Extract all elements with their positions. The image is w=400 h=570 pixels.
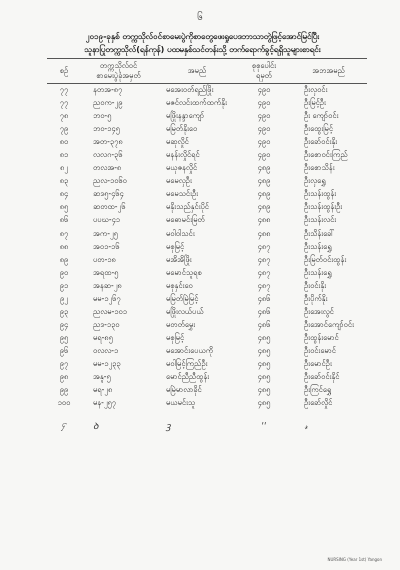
cell-roll-number: ဘဝ-၁၄၅ bbox=[93, 124, 120, 134]
cell-father-name: ဦးထွန်းမောင် bbox=[304, 332, 339, 342]
cell-roll-number: အဝ၁-၁၆ bbox=[93, 241, 120, 251]
cell-name: မမေသင်းဦး bbox=[166, 189, 199, 199]
cell-father-name: ဦးမြင့်ဦး bbox=[304, 98, 326, 108]
cell-serial: ၈၂ bbox=[60, 163, 68, 173]
cell-roll-number: အတ-၃၇၈ bbox=[93, 137, 123, 147]
table-row bbox=[47, 214, 367, 227]
cell-name: မဆုလှိုင် bbox=[166, 137, 189, 147]
cell-roll-number: ပပဃ-၄၁ bbox=[93, 215, 121, 225]
cell-father-name: ဦးမောင်ဦး bbox=[304, 359, 332, 368]
cell-roll-number: ညဝက-၂၉ bbox=[93, 98, 123, 108]
cell-name: မစုမြင့် bbox=[166, 332, 185, 342]
table-row bbox=[47, 123, 367, 136]
cell-serial: ၁၀၀ bbox=[57, 398, 71, 408]
cell-total-marks: ၄၈၅ bbox=[257, 359, 271, 368]
cell-roll-number: ညလမ-၁၀၁ bbox=[93, 306, 127, 316]
cell-father-name: ဦးလှဝင်း bbox=[304, 85, 328, 95]
table-row bbox=[47, 371, 367, 384]
table-row bbox=[47, 345, 367, 358]
cell-serial: ၇၇ bbox=[59, 85, 69, 95]
table-row bbox=[47, 306, 367, 319]
cell-serial: ၉၄ bbox=[59, 319, 69, 329]
cell-name: မဇင်လင်းထက်ထက်နိုး bbox=[166, 98, 227, 108]
table-row bbox=[47, 188, 367, 201]
cell-total-marks: ၄၈၇ bbox=[257, 254, 271, 264]
title-line-2: သူနာပြုတက္ကသိုလ်(ရန်ကုန်) ပထမနှစ်သင်တန်းသို့ တက်ရောက်ခွင့်ရရှိသူများစာရင်း bbox=[84, 45, 321, 54]
cell-roll-number: တလအ-၈ bbox=[93, 163, 122, 173]
cell-total-marks: ၄၈၅ bbox=[257, 372, 271, 382]
cell-name: မဖြိုးလယ်ပယ် bbox=[166, 306, 204, 316]
cell-father-name: ဦးသန်းထွန်း bbox=[304, 189, 337, 199]
table-row bbox=[47, 384, 367, 397]
cell-father-name: ဦးဝင်းမောင် bbox=[304, 345, 336, 355]
cell-total-marks: ၄၉၀ bbox=[257, 98, 271, 108]
cell-total-marks: ၄၈၅ bbox=[257, 345, 271, 355]
cell-roll-number: ဆဒ၅-၄၆၄ bbox=[93, 189, 124, 199]
cell-serial: ၉၇ bbox=[59, 359, 69, 368]
cell-serial: ၈၀ bbox=[59, 137, 69, 147]
cell-serial: ၈၉ bbox=[59, 254, 69, 264]
signature-mark: 𝓇 bbox=[304, 422, 308, 433]
table-row bbox=[47, 397, 367, 410]
signature-mark: ႁ bbox=[61, 420, 67, 431]
cell-father-name: ဦးစောသိန်း bbox=[304, 163, 335, 173]
cell-roll-number: အနူ-၅ bbox=[93, 372, 111, 382]
cell-father-name: ဦးသန်းထွန်းဦး bbox=[304, 202, 343, 212]
cell-roll-number: အနဆ-၂၈ bbox=[93, 280, 122, 290]
cell-total-marks: ၄၈၅ bbox=[257, 385, 271, 395]
cell-serial: ၇၉ bbox=[59, 124, 69, 134]
cell-name: မအိအိဖြိုး bbox=[166, 254, 192, 264]
cell-father-name: ဦးခော်ဝင်းနိုင် bbox=[304, 372, 340, 382]
cell-name: မနိုးသည်နှင်းပိုင် bbox=[166, 202, 209, 212]
table-row bbox=[47, 267, 367, 280]
table-row bbox=[47, 149, 367, 162]
table-row bbox=[47, 293, 367, 306]
document-title bbox=[30, 30, 375, 56]
cell-total-marks: ၄၈၇ bbox=[257, 267, 271, 277]
cell-serial: ၈၃ bbox=[59, 176, 69, 186]
cell-father-name: ဦးအေးလွင် bbox=[304, 306, 334, 316]
table-row bbox=[47, 332, 367, 345]
cell-total-marks: ၄၉၀ bbox=[257, 124, 271, 134]
cell-name: မစုမြင့် bbox=[166, 241, 185, 251]
cell-father-name: ဦးသန်းလင်း bbox=[304, 215, 337, 225]
table-row bbox=[47, 201, 367, 214]
signature-mark: ꝫ bbox=[166, 422, 171, 433]
cell-roll-number: မရ-၈၅ bbox=[93, 332, 113, 342]
table-row bbox=[47, 241, 367, 254]
cell-total-marks: ၄၈၆ bbox=[257, 306, 271, 316]
header-name: အမည် bbox=[156, 59, 238, 84]
cell-roll-number: ဘဝ-၅ bbox=[93, 111, 112, 121]
cell-total-marks: ၄၈၅ bbox=[257, 398, 271, 408]
cell-serial: ၉၁ bbox=[59, 280, 69, 290]
cell-name: မမြတ်မြဲမြင့် bbox=[166, 293, 199, 303]
cell-serial: ၉၅ bbox=[59, 332, 69, 342]
cell-total-marks: ၄၈၉ bbox=[257, 189, 271, 199]
header-serial: စဉ် bbox=[47, 59, 81, 84]
cell-roll-number: ညလ-၁၀၆၀ bbox=[93, 176, 127, 186]
cell-name: မဖြိုးနန္ဒာကျော် bbox=[166, 111, 205, 121]
cell-total-marks: ၄၈၆ bbox=[257, 319, 271, 329]
cell-roll-number: ဆတထ-၂၆ bbox=[93, 202, 126, 212]
cell-name: မအေးဝတ်ရည်ဖြိုး bbox=[166, 85, 214, 95]
cell-roll-number: မရ-၂၈ bbox=[93, 385, 113, 395]
cell-father-name: ဦးထွေးမြင့် bbox=[304, 124, 333, 134]
cell-serial: ၉၂ bbox=[60, 293, 68, 303]
cell-father-name: ဦးလှရွှေ bbox=[304, 176, 326, 186]
cell-name: မမောင်သူရစ bbox=[166, 267, 202, 277]
cell-roll-number: လလဂ-၃၆ bbox=[93, 150, 123, 160]
table-row bbox=[47, 319, 367, 332]
cell-name: မမြတ်နိုးဝေ bbox=[166, 124, 198, 134]
cell-serial: ၉၃ bbox=[59, 306, 69, 316]
signature-mark: ꞌꞌ bbox=[261, 422, 267, 433]
table-row bbox=[47, 136, 367, 149]
table-row bbox=[47, 280, 367, 293]
cell-total-marks: ၄၈၉ bbox=[257, 163, 271, 173]
cell-roll-number: ပတ-၁၈ bbox=[93, 254, 116, 264]
signature-mark: ꝺ bbox=[93, 422, 99, 433]
cell-total-marks: ၄၉၀ bbox=[257, 111, 271, 121]
cell-serial: ၈၈ bbox=[59, 241, 69, 251]
cell-name: မစုနှင်းဝေ bbox=[166, 280, 193, 290]
cell-name: မတတ်မွှေး bbox=[166, 319, 196, 329]
header-father-name: အဘအမည် bbox=[290, 59, 367, 84]
cell-roll-number: အရထ-၅ bbox=[93, 267, 119, 277]
title-line-1: ၂၀၁၉-ခုနှစ် တက္ကသိုလ်ဝင်စာမေးပွဲကိုစာတွေဖေးရှုပေဒဘာသာတွဲဖြင့်အောင်မြင်ပြီး bbox=[85, 32, 320, 41]
cell-father-name: ဦးကြင်ရွှေ bbox=[304, 385, 332, 395]
cell-total-marks: ၄၈၈ bbox=[257, 215, 271, 225]
cell-name: မယုဇနလှိုင် bbox=[166, 163, 198, 173]
cell-father-name: ဦးခော်ဝင်းနိုး bbox=[304, 137, 338, 147]
cell-total-marks: ၄၈၉ bbox=[257, 176, 271, 186]
cell-total-marks: ၄၈၇ bbox=[257, 280, 271, 290]
cell-serial: ၈၁ bbox=[59, 150, 69, 160]
table-row bbox=[47, 175, 367, 188]
cell-name: မဓောမင်းမြတ် bbox=[166, 215, 205, 225]
cell-serial: ၇၇ bbox=[59, 98, 69, 108]
page-number: ၆ bbox=[197, 12, 203, 23]
cell-roll-number: မန-၂၅၇ bbox=[93, 398, 116, 408]
cell-serial: ၈၅ bbox=[59, 202, 69, 212]
cell-name: မအောင်းပေယကို bbox=[166, 345, 214, 355]
cell-roll-number: မမ-၁၂၆၇ bbox=[93, 293, 121, 303]
table-row bbox=[47, 84, 367, 98]
cell-total-marks: ၄၉၀ bbox=[257, 150, 271, 160]
cell-serial: ၈၆ bbox=[59, 215, 69, 225]
cell-total-marks: ၄၉၀ bbox=[257, 85, 271, 95]
cell-serial: ၉၈ bbox=[59, 372, 69, 382]
table-row bbox=[47, 97, 367, 110]
cell-total-marks: ၄၈၇ bbox=[257, 241, 271, 251]
cell-father-name: ဦးဝင်းနိုး bbox=[304, 280, 327, 290]
cell-serial: ၈၇ bbox=[59, 228, 69, 238]
cell-total-marks: ၄၉၀ bbox=[257, 137, 271, 147]
cell-father-name: ဦးပိုက်နိုး bbox=[304, 293, 328, 303]
cell-serial: ၉၀ bbox=[59, 267, 69, 277]
cell-father-name: ဦးသိန်းခေါ် bbox=[304, 228, 335, 238]
cell-name: မနန်းလှိုင်ရင် bbox=[166, 150, 200, 160]
cell-father-name: ဦး ကျော်ဝင်း bbox=[304, 111, 339, 121]
table-row bbox=[47, 254, 367, 267]
cell-name: မယမင်းသူ bbox=[166, 398, 196, 408]
cell-serial: ၇၈ bbox=[59, 111, 69, 121]
cell-total-marks: ၄၈၆ bbox=[257, 293, 271, 303]
cell-total-marks: ၄၈၉ bbox=[257, 202, 271, 212]
cell-total-marks: ၄၈၈ bbox=[257, 228, 271, 238]
footer-note: NURSING (Year 1st) Yangon bbox=[327, 557, 382, 562]
table-row bbox=[47, 358, 367, 371]
cell-name: မောင်ညီညီထွန်း bbox=[166, 372, 210, 382]
cell-roll-number: နတအ-၈၇ bbox=[93, 85, 123, 95]
table-row bbox=[47, 110, 367, 123]
cell-father-name: ဦးစောဝင်းကြည် bbox=[304, 150, 348, 160]
cell-father-name: ဦးသန်းရွှေ bbox=[304, 267, 332, 277]
header-roll-number: တက္ကသိုလ်ဝင် စာမေးပွဲခုံအမှတ် bbox=[81, 59, 156, 84]
cell-roll-number: ညဒ-၁၃၀ bbox=[93, 319, 120, 329]
cell-name: မဝါဝါသင်း bbox=[166, 228, 195, 238]
cell-name: မမြဲမာလာခိုင် bbox=[166, 385, 202, 395]
cell-father-name: ဦးခော်လှိုင် bbox=[304, 398, 333, 408]
cell-father-name: ဦးသန်းရွှေ bbox=[304, 241, 332, 251]
table-header-row bbox=[47, 59, 367, 84]
cell-serial: ၉၉ bbox=[59, 385, 69, 395]
cell-name: မမေလှဦး bbox=[166, 176, 192, 186]
cell-total-marks: ၄၈၅ bbox=[257, 332, 271, 342]
results-table bbox=[47, 58, 367, 432]
cell-serial: ၈၄ bbox=[59, 189, 69, 199]
cell-serial: ၉၆ bbox=[59, 345, 69, 355]
cell-roll-number: မမ-၁၂၃၃ bbox=[93, 359, 121, 368]
header-total-marks: စုစုပေါင်း ရမှတ် bbox=[238, 59, 290, 84]
cell-father-name: ဦးမြတ်ဝင်းထွန်း bbox=[304, 254, 347, 264]
cell-roll-number: ဝလလ-၁ bbox=[93, 345, 119, 355]
cell-father-name: ဦးအောင်ကျော်ဝင်း bbox=[304, 319, 354, 329]
cell-roll-number: အက-၂၅ bbox=[93, 228, 118, 238]
cell-name: မဝါမြင့်ကြည်ဦး bbox=[166, 359, 208, 368]
table-row bbox=[47, 162, 367, 175]
signature-row bbox=[47, 410, 367, 432]
table-row bbox=[47, 228, 367, 241]
